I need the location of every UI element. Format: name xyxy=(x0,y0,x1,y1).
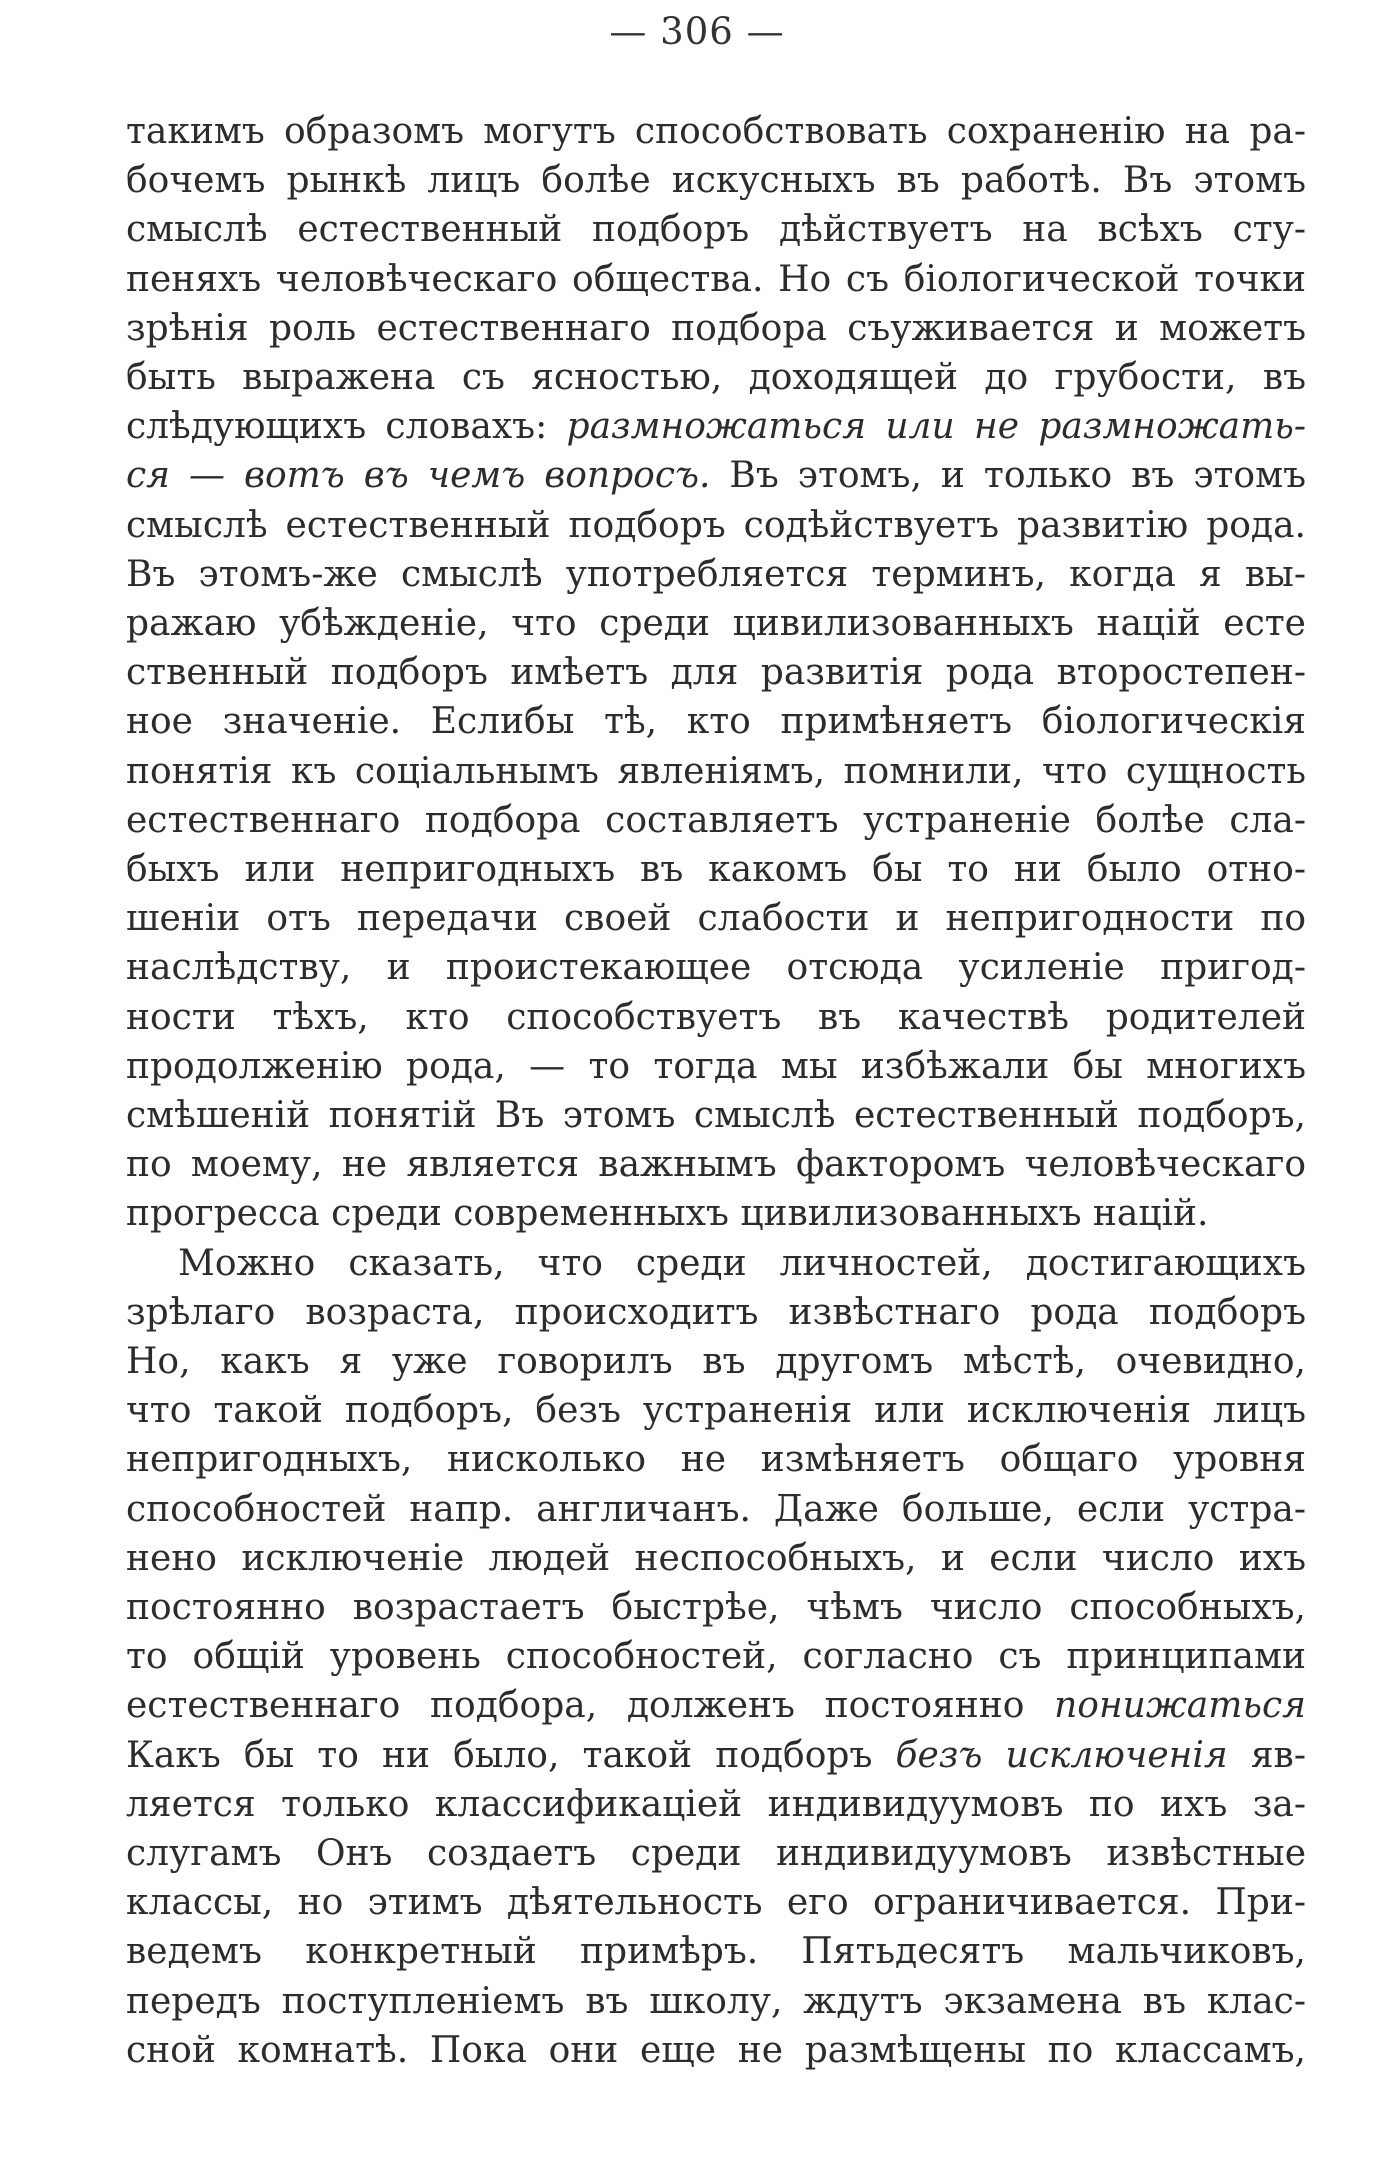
text-line xyxy=(126,897,1306,941)
text-line xyxy=(126,405,1306,449)
text-line xyxy=(126,996,1306,1040)
text-line xyxy=(126,1143,1306,1187)
page-number: — 306 — xyxy=(609,10,785,53)
text-line xyxy=(126,159,1306,203)
text-span: смыслѣ естественный подборъ дѣйствуетъ на всѣхъ сту- xyxy=(126,209,1306,251)
text-span: ственный подборъ имѣетъ для развитія рода второстепен- xyxy=(126,652,1306,694)
text-span: прогресса среди современныхъ цивилизованныхъ націй. xyxy=(126,1193,1209,1235)
italic-text-span: безъ исключенія xyxy=(895,1734,1228,1776)
text-line xyxy=(126,1045,1306,1089)
text-span: зрѣлаго возраста, происходитъ извѣстнаго рода подборъ xyxy=(126,1291,1306,1333)
text-line xyxy=(126,1242,1306,1286)
text-line xyxy=(126,504,1306,548)
text-span: быхъ или непригодныхъ въ какомъ бы то ни было отно- xyxy=(126,849,1306,890)
text-line xyxy=(126,1586,1306,1630)
text-line xyxy=(126,1635,1306,1679)
text-span: по моему, не является важнымъ факторомъ человѣческаго xyxy=(126,1144,1306,1186)
text-span: что такой подборъ, безъ устраненія или исключенія лицъ xyxy=(126,1390,1306,1432)
text-span: Но, какъ я уже говорилъ въ другомъ мѣстѣ, очевидно, xyxy=(126,1341,1306,1382)
text-line xyxy=(126,1832,1306,1876)
text-line xyxy=(126,553,1306,597)
text-span: естественнаго подбора, долженъ постоянно xyxy=(126,1685,1055,1727)
text-span: смѣшеній понятій Въ этомъ смыслѣ естественный подборъ, xyxy=(126,1095,1306,1136)
text-line xyxy=(126,1192,1306,1236)
text-span: то общій уровень способностей, согласно съ принципами xyxy=(126,1636,1306,1678)
text-line xyxy=(126,1488,1306,1532)
text-span: наслѣдству, и проистекающее отсюда усиленіе пригод- xyxy=(126,947,1306,989)
text-span: постоянно возрастаетъ быстрѣе, чѣмъ число способныхъ, xyxy=(126,1587,1306,1628)
text-line xyxy=(126,1094,1306,1138)
text-line xyxy=(126,1340,1306,1384)
italic-text-span: размножаться или не размножать- xyxy=(566,406,1306,448)
text-span: естественнаго подбора составляетъ устраненіе болѣе сла- xyxy=(126,799,1306,841)
text-span: непригодныхъ, нисколько не измѣняетъ общаго уровня xyxy=(126,1439,1306,1481)
text-line xyxy=(126,1291,1306,1335)
text-line xyxy=(126,307,1306,351)
text-span: ляется только классификаціей индивидуумовъ по ихъ за- xyxy=(126,1783,1306,1825)
text-span: зрѣнія роль естественнаго подбора съуживается и можетъ xyxy=(126,307,1306,349)
text-span: быть выражена съ ясностью, доходящей до грубости, въ xyxy=(126,357,1306,398)
text-span: сной комнатѣ. Пока они еще не размѣщены по классамъ, xyxy=(126,2029,1306,2071)
text-span: продолженію рода, — то тогда мы избѣжали бы многихъ xyxy=(126,1045,1306,1087)
text-span: нено исключеніе людей неспособныхъ, и если число ихъ xyxy=(126,1537,1306,1579)
text-span: бочемъ рынкѣ лицъ болѣе искусныхъ въ работѣ. Въ этомъ xyxy=(126,160,1306,202)
text-line xyxy=(126,1389,1306,1433)
text-span: ное значеніе. Еслибы тѣ, кто примѣняетъ біологическія xyxy=(126,701,1306,743)
text-span: классы, но этимъ дѣятельность его ограничивается. При- xyxy=(126,1882,1306,1924)
text-span: смыслѣ естественный подборъ содѣйствуетъ развитію рода. xyxy=(126,504,1306,546)
text-span: слѣдующихъ словахъ: xyxy=(126,406,567,448)
text-span: слугамъ Онъ создаетъ среди индивидуумовъ извѣстные xyxy=(126,1833,1306,1874)
text-span: ражаю убѣжденіе, что среди цивилизованныхъ націй есте xyxy=(126,603,1306,644)
text-span: понятія къ соціальнымъ явленіямъ, помнили, что сущность xyxy=(126,750,1306,792)
text-line xyxy=(126,602,1306,646)
text-line xyxy=(126,2029,1306,2073)
italic-text-span: понижаться xyxy=(1054,1685,1306,1727)
italic-text-span: ся — вотъ въ чемъ вопросъ. xyxy=(126,455,711,497)
text-line xyxy=(126,110,1306,154)
text-span: Какъ бы то ни было, такой подборъ xyxy=(126,1734,896,1776)
text-span: Въ этомъ-же смыслѣ употребляется терминъ, когда я вы- xyxy=(126,553,1306,595)
text-line xyxy=(126,799,1306,843)
text-line xyxy=(126,258,1306,302)
text-span: пеняхъ человѣческаго общества. Но съ біологической точки xyxy=(126,258,1306,300)
text-line xyxy=(126,750,1306,794)
text-span: Можно сказать, что среди личностей, достигающихъ xyxy=(178,1242,1306,1284)
text-line xyxy=(126,1980,1306,2024)
text-line xyxy=(126,1438,1306,1482)
text-line xyxy=(126,1881,1306,1925)
text-span: способностей напр. англичанъ. Даже больше, если устра- xyxy=(126,1488,1306,1530)
text-line xyxy=(126,454,1306,498)
text-line xyxy=(126,1930,1306,1974)
text-span: ности тѣхъ, кто способствуетъ въ качествѣ родителей xyxy=(126,996,1306,1038)
text-span: Въ этомъ, и только въ этомъ xyxy=(710,455,1306,497)
text-span: яв- xyxy=(1227,1734,1306,1776)
text-line xyxy=(126,208,1306,252)
text-line xyxy=(126,1734,1306,1778)
text-line xyxy=(126,651,1306,695)
text-line xyxy=(126,1537,1306,1581)
text-line xyxy=(126,946,1306,990)
text-line xyxy=(126,700,1306,744)
text-line xyxy=(126,1783,1306,1827)
text-span: ведемъ конкретный примѣръ. Пятьдесятъ мальчиковъ, xyxy=(126,1931,1306,1973)
text-line xyxy=(126,1684,1306,1728)
text-span: такимъ образомъ могутъ способствовать сохраненію на ра- xyxy=(126,111,1306,152)
text-line xyxy=(126,356,1306,400)
text-span: шеніи отъ передачи своей слабости и непригодности по xyxy=(126,898,1306,940)
text-line xyxy=(126,848,1306,892)
text-span: передъ поступленіемъ въ школу, ждутъ экзамена въ клас- xyxy=(126,1980,1306,2022)
